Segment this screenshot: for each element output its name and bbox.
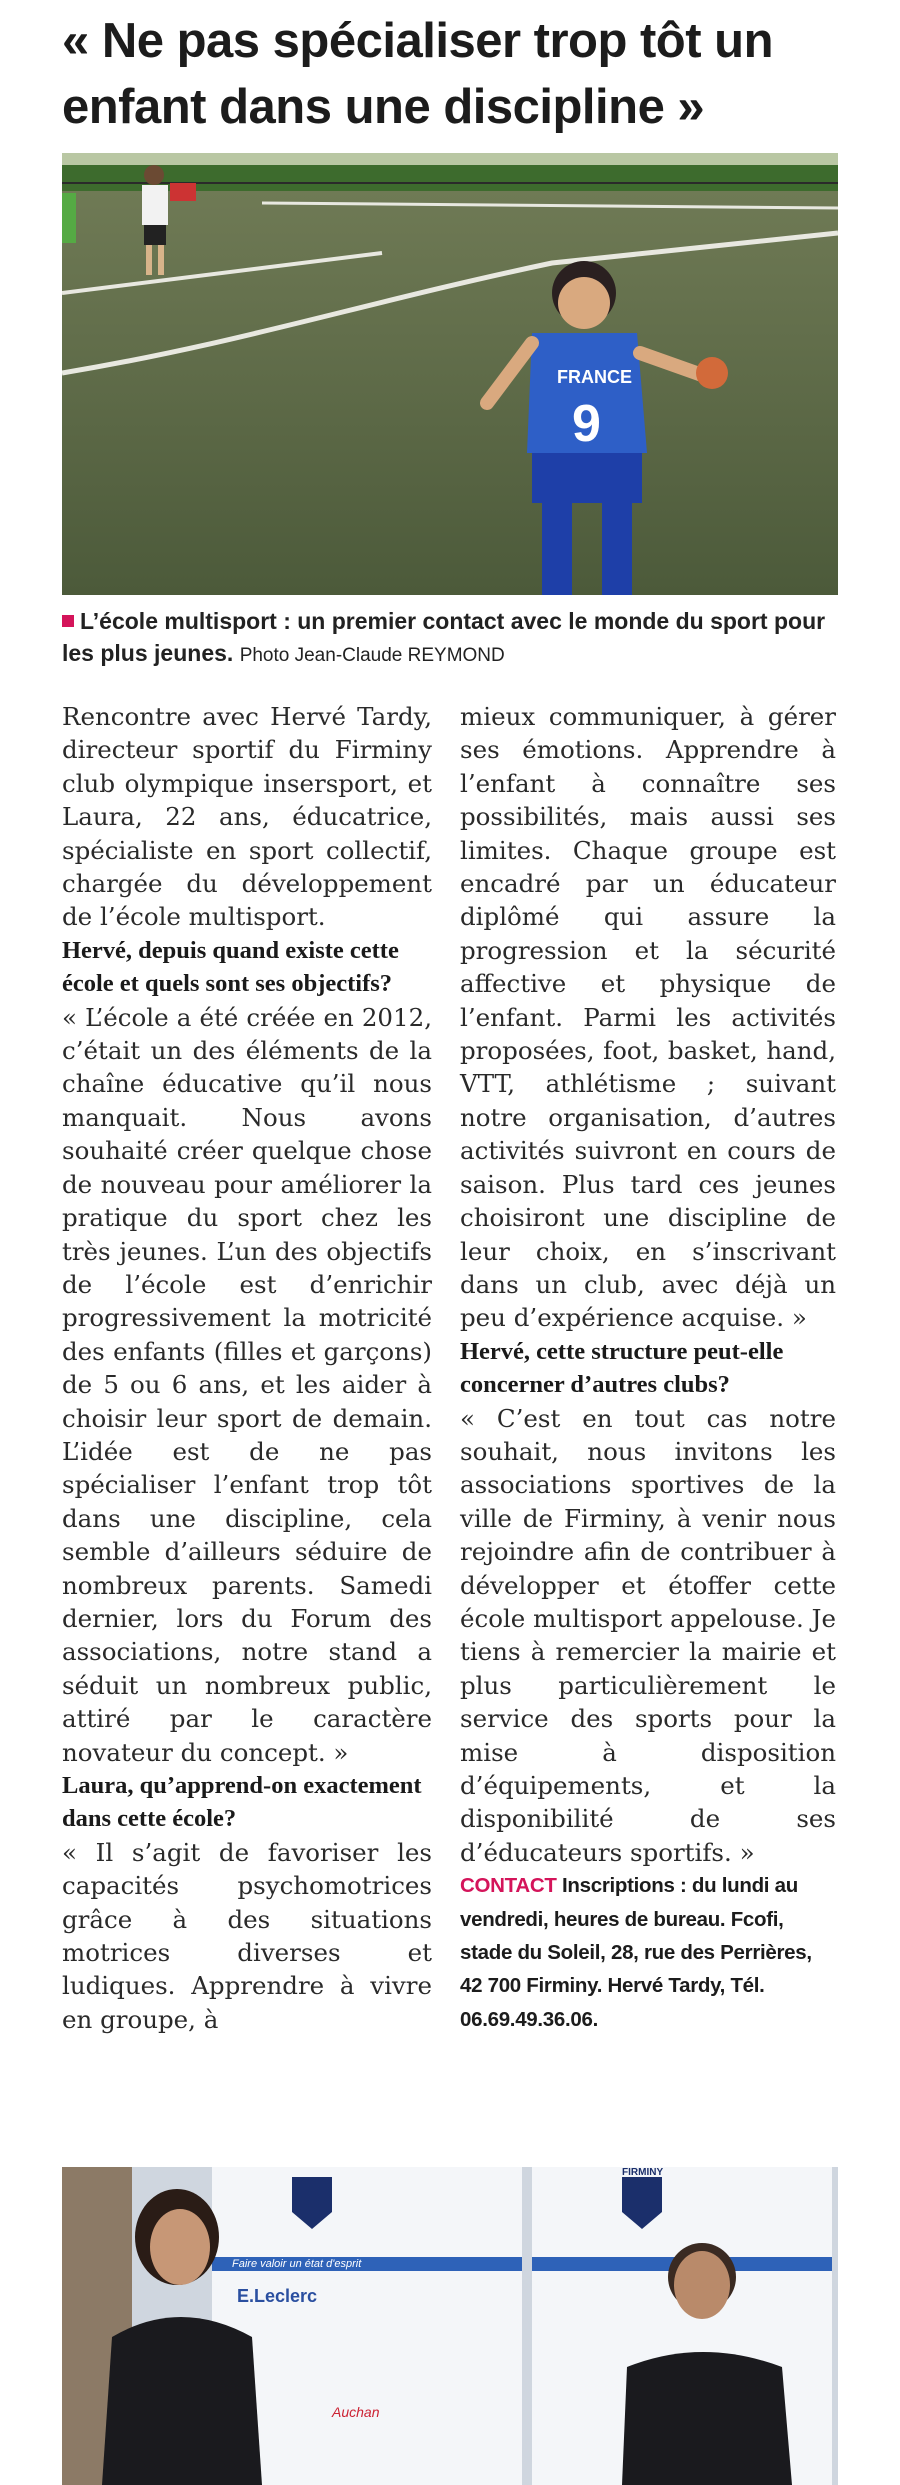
svg-text:9: 9 [572, 395, 601, 453]
answer-2-start: « Il s’agit de favoriser les capacités psychomotrices grâce à des situations motrices diverses et ludiques. Apprendre à vivre en groupe, à [62, 1837, 432, 2034]
banner-text-leclerc: E.Leclerc [237, 2286, 318, 2306]
photo-bottom-illustration [62, 2167, 838, 2485]
photo-caption [62, 605, 852, 672]
contact-text: Inscriptions : du lundi au vendredi, heures de bureau. Fcofi, stade du Soleil, 28, rue des Perrières, 42 700 Firminy. Hervé Tardy, Tél. 06.69.49.36.06. [460, 1874, 812, 2031]
article-column-1 [62, 700, 432, 2036]
svg-text:FRANCE: FRANCE [557, 367, 632, 387]
banner-text-auchan: Auchan [332, 2404, 380, 2420]
contact-block [460, 1869, 836, 2036]
photo-bottom [62, 2167, 838, 2485]
photo-top-illustration [62, 153, 838, 595]
intro-paragraph: Rencontre avec Hervé Tardy, directeur sportif du Firminy club olympique insersport, et Laura, 22 ans, éducatrice, spécialiste en sport collectif, chargée du développement de l’école multisport. [62, 702, 432, 932]
answer-2-end: mieux communiquer, à gérer ses émotions. Apprendre à l’enfant à connaître ses possibilités, mais aussi ses limites. Chaque groupe est encadré par un éducateur diplômé qui assure la progression et la sécurité affective et physique de l’enfant. Parmi les activités proposées, foot, basket, hand, VTT, athlétisme ; suivant notre organisation, d’autres activités suivront en cours de saison. Plus tard ces jeunes choisiront une discipline de leur choix, en s’inscrivant dans un club, avec déjà un peu d’expérience acquise. » [460, 702, 836, 1333]
question-1: Hervé, depuis quand existe cette école et quels sont ses objectifs? [62, 936, 399, 998]
banner-text-firminy: FIRMINY [622, 2167, 664, 2178]
headline: « Ne pas spécialiser trop tôt un enfant dans une discipline » [62, 14, 774, 134]
answer-3: « C’est en tout cas notre souhait, nous invitons les associations sportives de la ville de Firminy, à venir nous rejoindre afin de contribuer à développer et étoffer cette école multisport appelouse. Je tiens à remercier la mairie et plus particulièrement le service des sports pour la mise à disposition d’équipements, et la disponibilité de ses d’éducateurs sportifs. » [460, 1403, 836, 1867]
article-column-2 [460, 700, 836, 2036]
caption-text: L’école multisport : un premier contact avec le monde du sport pour les plus jeunes. [62, 608, 826, 666]
question-3: Hervé, cette structure peut-elle concerner d’autres clubs? [460, 1337, 784, 1399]
answer-1: « L’école a été créée en 2012, c’était un des éléments de la chaîne éducative qu’il nous manquait. Nous avons souhaité créer quelque chose de nouveau pour améliorer la pratique du sport chez les très jeunes. L’un des objectifs de l’école est d’enrichir progressivement la motricité des enfants (filles et garçons) de 5 ou 6 ans, et les aider à choisir leur sport de demain. L’idée est de ne pas spécialiser l’enfant trop tôt dans une discipline, cela semble d’ailleurs séduire de nombreux parents. Samedi dernier, lors du Forum des associations, notre stand a séduit un nombreux public, attiré par le caractère novateur du concept. » [62, 1002, 432, 1767]
caption-marker-icon [62, 615, 74, 627]
photo-top [62, 153, 838, 595]
photo-credit: Photo Jean-Claude REYMOND [239, 645, 505, 666]
question-2: Laura, qu’apprend-on exactement dans cette école? [62, 1772, 422, 1833]
banner-slogan: Faire valoir un état d'esprit [232, 2258, 362, 2270]
contact-tag: CONTACT [460, 1874, 557, 1898]
